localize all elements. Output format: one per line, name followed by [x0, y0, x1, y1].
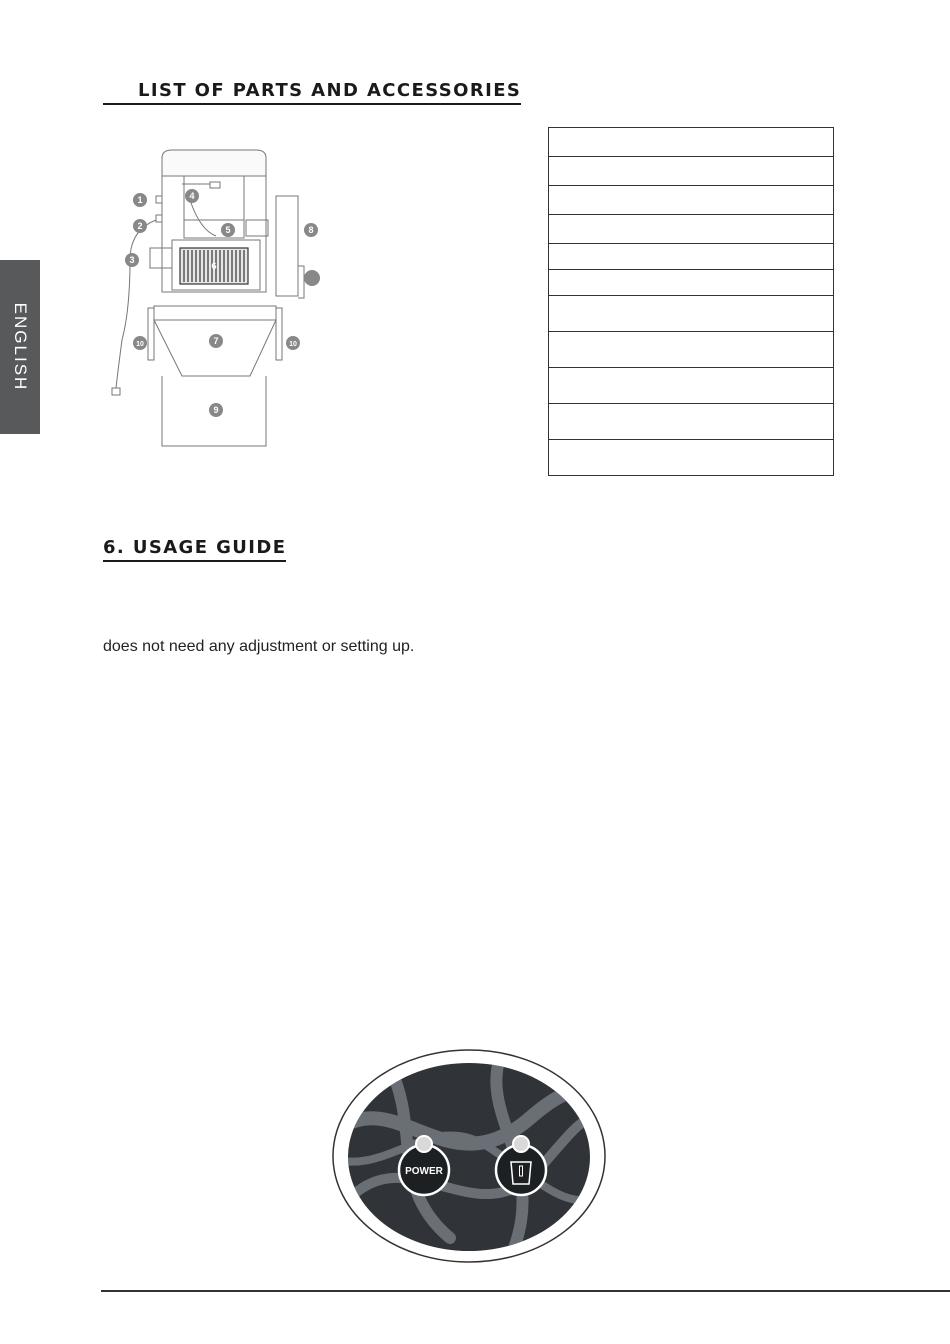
- callout-1: 1: [137, 195, 143, 205]
- callout-7: 7: [213, 336, 219, 346]
- parts-section-title: LIST OF PARTS AND ACCESSORIES: [103, 80, 521, 105]
- table-row: [549, 186, 834, 215]
- table-cell: [549, 270, 834, 296]
- table-row: [549, 270, 834, 296]
- callout-3: 3: [129, 255, 135, 265]
- callout-6: 6: [211, 261, 217, 271]
- callout-9: 9: [213, 405, 219, 415]
- table-row: [549, 368, 834, 404]
- table-row: [549, 128, 834, 157]
- power-label: POWER: [405, 1166, 443, 1177]
- callout-10-right: 10: [289, 341, 297, 348]
- table-row: [549, 440, 834, 476]
- table-cell: [549, 296, 834, 332]
- table-row: [549, 157, 834, 186]
- table-cell: [549, 332, 834, 368]
- table-cell: [549, 368, 834, 404]
- table-cell: [549, 244, 834, 270]
- table-row: [549, 296, 834, 332]
- callout-4: 4: [189, 191, 195, 201]
- language-label: ENGLISH: [11, 302, 30, 392]
- usage-section-title: 6. USAGE GUIDE: [103, 537, 286, 562]
- table-cell: [549, 186, 834, 215]
- table-row: [549, 332, 834, 368]
- footer-divider: [101, 1290, 950, 1292]
- table-cell: [549, 128, 834, 157]
- table-row: [549, 404, 834, 440]
- callout-5: 5: [225, 225, 231, 235]
- callout-2: 2: [137, 221, 143, 231]
- language-tab: [0, 260, 40, 434]
- control-panel: [330, 1048, 608, 1264]
- table-cell: [549, 440, 834, 476]
- callout-8: 8: [308, 225, 314, 235]
- table-cell: [549, 215, 834, 244]
- table-cell: [549, 157, 834, 186]
- callout-10-left: 10: [136, 341, 144, 348]
- table-row: [549, 215, 834, 244]
- appliance-diagram: [100, 140, 340, 460]
- usage-paragraph: does not need any adjustment or setting up.: [103, 638, 415, 655]
- table-cell: [549, 404, 834, 440]
- table-row: [549, 244, 834, 270]
- parts-table: [548, 127, 834, 476]
